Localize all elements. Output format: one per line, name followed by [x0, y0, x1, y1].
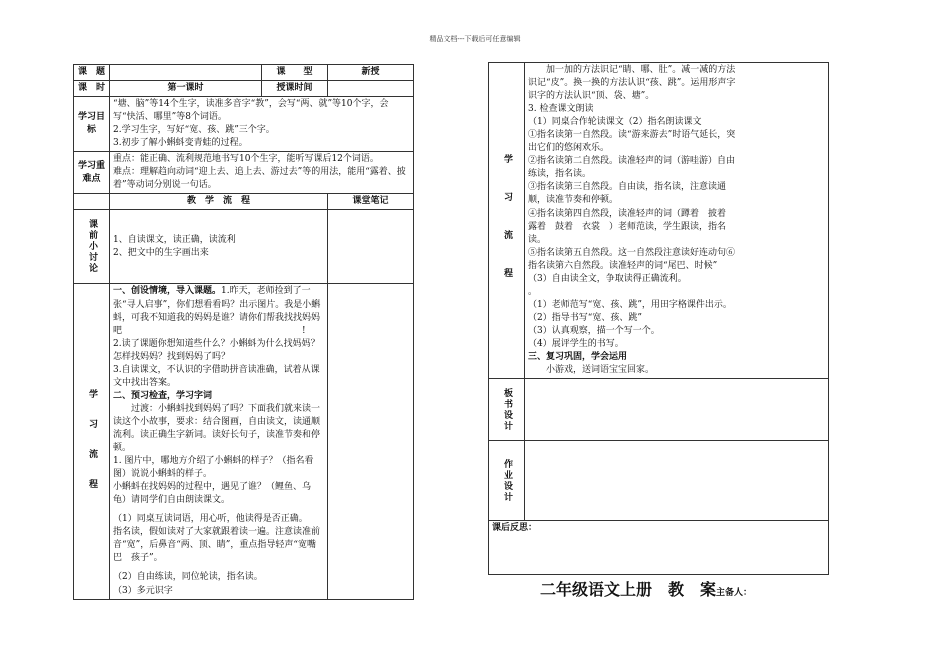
pre-discussion-label-cell [74, 210, 110, 284]
process-block: （3）多元识字 [113, 585, 173, 596]
process-block: 一、创设情境，导入课题。1.昨天，老师捡到了一张“寻人启事”，你们想看看吗？出示图片。我是小蝌蚪，可我不知道我的妈妈是谁？请你们帮我找找妈妈吧 ! [113, 286, 321, 336]
process-block: 1. 图片中，哪地方介绍了小蝌蚪的样子？（指名看图）说说小蝌蚪的样子。 [113, 456, 314, 480]
lesson-type-label: 课 型 [262, 65, 328, 81]
process-block: 3. 检查课文朗读 [528, 104, 594, 115]
process-block: ⑤指名读第五自然段。这一自然段注意读好连动句⑥指名读第六自然段。读准轻声的词“尾巴、时候” [528, 247, 736, 271]
pre-discussion-label: 课前小讨论 [87, 219, 98, 275]
process-block: （1）同桌互读词语，用心听，他读得是否正确。 [113, 514, 308, 525]
process-block: （2）自由练读，同位轮读，指名读。 [113, 572, 263, 583]
process-block: （1）同桌合作轮读课文（2）指名朗读课文 [528, 117, 702, 128]
process-block: 。 [528, 286, 538, 297]
pre-line: 1、自读课文，读正确，读流利 [113, 234, 236, 245]
time-value [328, 81, 414, 97]
lesson-type-value: 新授 [328, 65, 414, 81]
time-label: 授课时间 [262, 81, 328, 97]
goal-line: 2.学习生字，写好“宽、孩、跳”三个字。 [113, 125, 275, 136]
reflection-cell [489, 521, 829, 575]
process-block: （3）自由读全文，争取读得正确流利。 [528, 273, 687, 284]
process-block: 过渡：小蝌蚪找到妈妈了吗？下面我们就来读一读这个小故事，要求：结合图画，自由读文，读通顺流利。读正确生字新词。读好长句子，读准节奏和停顿。 [113, 403, 321, 454]
topic-label: 课 题 [74, 65, 110, 81]
header-note: 精品文档---下载后可任意编辑 [429, 35, 521, 43]
process-label-cell [74, 284, 110, 599]
key-line: 重点：能正确、流利规范地书写10个生字，能听写课后12个词语。 [113, 154, 379, 165]
period-value: 第一课时 [110, 81, 262, 97]
right-lesson-table [488, 62, 829, 575]
key-points-label: 学习重难点 [74, 152, 110, 194]
process-block: （2）指导书写“宽、孩、跳” [528, 312, 642, 323]
process-block: ①指名读第一自然段。读“游来游去”时语气延长，突出它们的悠闲欢乐。 [528, 130, 736, 154]
homework-label: 作业设计 [502, 458, 513, 503]
document-title: 二年级语文上册 教 案主备人： [540, 580, 753, 599]
notes-cell [747, 63, 829, 379]
topic-value [110, 65, 262, 81]
period-label: 课 时 [74, 81, 110, 97]
process-heading: 二、预习检查，学习字词 [113, 390, 213, 401]
process-block: 小蝌蚪在找妈妈的过程中，遇见了谁？（鲤鱼、乌龟）请同学们自由朗读课文。 [113, 482, 312, 506]
key-line: 难点：理解趋向动词“迎上去、追上去、游过去”等的用法，能用“露着、披着”等动词分别说一句话。 [113, 167, 406, 191]
process-content [525, 63, 747, 379]
process-label: 学 习 流 程 [502, 154, 513, 288]
key-points-content [110, 152, 414, 194]
process-block: 小游戏，送词语宝宝回家。 [528, 365, 655, 376]
homework-content [525, 441, 829, 521]
process-block: ③指名读第三自然段。自由读，指名读，注意读通顺，读准节奏和停顿。 [528, 182, 727, 206]
process-block: （1）老师范写“宽、孩、跳”，用田字格课件出示。 [528, 299, 732, 310]
pre-line: 2、把文中的生字画出来 [113, 247, 209, 258]
board-label-cell [489, 379, 525, 441]
process-block: 3.自读课文，不认识的字借助拼音读准确，试着从课文中找出答案。 [113, 364, 320, 388]
process-block: ②指名读第二自然段。读准轻声的词（游哇游）自由练读，指名读。 [528, 156, 736, 180]
process-block: ④指名读第四自然段，读准轻声的词（蹲着 披着 露着 鼓着 衣裳 ）老师范读，学生跟读，指名读。 [528, 208, 736, 245]
process-label-cell [489, 63, 525, 379]
reflection-label: 课后反思： [492, 523, 538, 534]
homework-label-cell [489, 441, 525, 521]
board-label: 板书设计 [502, 387, 513, 432]
process-block: 2.读了课题你想知道些什么？小蝌蚪为什么找妈妈？怎样找妈妈？找到妈妈了吗？ [113, 338, 320, 362]
process-label: 学 习 流 程 [87, 389, 98, 494]
goal-line: “塘、脑”等14个生字，读准多音字“教”，会写“两、就”等10个字，会写“快活、哪里”等8个词语。 [113, 99, 389, 123]
process-block: （3）认真观察，描一个写一个。 [528, 325, 660, 336]
left-lesson-table [73, 64, 414, 600]
goal-line: 3.初步了解小蝌蚪变青蛙的过程。 [113, 138, 248, 149]
pre-discussion-content [110, 210, 328, 284]
board-content [525, 379, 829, 441]
flow-heading: 教 学 流 程 [110, 194, 328, 210]
process-block: 加一加的方法识记“睛、哪、肚”。减一减的方法识记“皮”。换一换的方法认识“孩、跳”。运用形声字识字的方法认识“顶、袋、塘”。 [528, 65, 736, 102]
process-content [110, 284, 328, 599]
process-block: （4）展评学生的书写。 [528, 338, 624, 349]
goals-content [110, 97, 414, 152]
preparer-label: 主备人： [716, 588, 753, 598]
process-heading: 三、复习巩固，学会运用 [528, 352, 628, 363]
process-block: 指名读，假如读对了大家就跟着读一遍。注意读准前音“宽”，后鼻音“两、顶、睛”，重点指导轻声“宽嘴巴 孩子”。 [113, 527, 321, 564]
goals-label: 学习目标 [74, 97, 110, 152]
notes-cell [328, 284, 414, 599]
notes-heading: 课堂笔记 [328, 194, 414, 210]
notes-cell [328, 210, 414, 284]
